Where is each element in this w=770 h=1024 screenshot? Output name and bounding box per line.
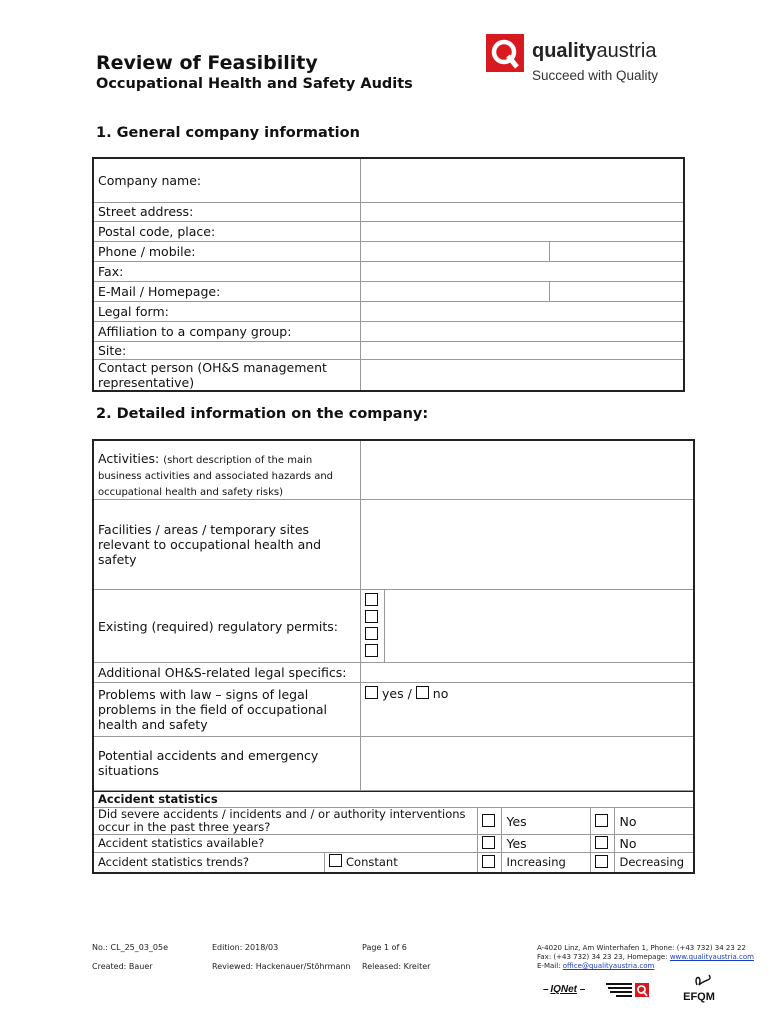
- phone-label: Phone / mobile:: [93, 241, 361, 261]
- page-title: Review of Feasibility: [96, 52, 318, 74]
- q1-no-checkbox-cell: [591, 808, 615, 835]
- footer-contact: [537, 944, 754, 971]
- increasing-checkbox-cell: [478, 853, 502, 873]
- problems-yes-checkbox[interactable]: [365, 686, 378, 699]
- q2-no-checkbox[interactable]: [595, 836, 608, 849]
- increasing-label: Increasing: [502, 853, 591, 873]
- section2-heading: 2. Detailed information on the company:: [96, 406, 429, 422]
- accidents-field[interactable]: [361, 737, 695, 791]
- activities-note: (short description of the main business activities and associated hazards and occupational health and safety risks): [98, 455, 334, 498]
- q1-no-checkbox[interactable]: [595, 814, 608, 827]
- facilities-label: Facilities / areas / temporary sites relevant to occupational health and safety: [93, 500, 361, 590]
- european-quality-logo: [602, 980, 652, 1000]
- page-subtitle: Occupational Health and Safety Audits: [96, 76, 413, 92]
- email-label: E-Mail / Homepage:: [93, 281, 361, 301]
- footer-fax-line: [537, 953, 754, 962]
- q1-yes-label: Yes: [502, 808, 591, 835]
- legal-specifics-field[interactable]: [361, 663, 695, 683]
- problems-label: Problems with law – signs of legal problems in the field of occupational health and safety: [93, 683, 361, 737]
- email-field[interactable]: [361, 281, 550, 301]
- constant-option: [325, 853, 478, 873]
- contact-person-label: Contact person (OH&S management representative): [93, 359, 361, 391]
- activities-label: Activities:: [98, 451, 160, 466]
- q2-no-checkbox-cell: [591, 835, 615, 853]
- accident-statistics-heading: Accident statistics: [93, 791, 694, 808]
- problems-no-checkbox[interactable]: [416, 686, 429, 699]
- postal-code-label: Postal code, place:: [93, 221, 361, 241]
- created-by: Created: Bauer: [92, 962, 153, 971]
- permits-field[interactable]: [385, 590, 695, 663]
- reviewed-by: Reviewed: Hackenauer/Stöhrmann: [212, 962, 351, 971]
- stats-available-question: Accident statistics available?: [93, 835, 478, 853]
- postal-code-field[interactable]: [361, 221, 685, 241]
- site-label: Site:: [93, 341, 361, 359]
- permit-checkbox-2[interactable]: [365, 610, 378, 623]
- efqm-icon: [679, 973, 719, 987]
- affiliation-label: Affiliation to a company group:: [93, 321, 361, 341]
- section1-heading: 1. General company information: [96, 125, 360, 141]
- company-info-table: [92, 157, 685, 392]
- logo-brand: qualityaustria: [532, 40, 657, 62]
- footer-email-label: E-Mail:: [537, 962, 561, 970]
- fax-label: Fax:: [93, 261, 361, 281]
- constant-checkbox[interactable]: [329, 854, 342, 867]
- iqnet-text: IQNet: [550, 984, 578, 995]
- contact-person-field[interactable]: [361, 359, 685, 391]
- doc-number: No.: CL_25_03_05e: [92, 943, 169, 952]
- activities-field[interactable]: [361, 440, 695, 500]
- decreasing-label: Decreasing: [615, 853, 694, 873]
- efqm-logo: [679, 972, 719, 1003]
- email-link[interactable]: office@qualityaustria.com: [562, 962, 655, 970]
- permit-checkbox-4[interactable]: [365, 644, 378, 657]
- released-by: Released: Kreiter: [362, 962, 431, 971]
- street-address-field[interactable]: [361, 202, 685, 221]
- facilities-field[interactable]: [361, 500, 695, 590]
- stats-trends-question: Accident statistics trends?: [93, 853, 325, 873]
- q1-no-label: No: [615, 808, 694, 835]
- efqm-text: EFQM: [683, 991, 715, 1003]
- company-name-field[interactable]: [361, 158, 685, 202]
- q2-yes-checkbox-cell: [478, 835, 502, 853]
- qualityaustria-logo: [486, 34, 706, 92]
- homepage-link[interactable]: www.qualityaustria.com: [669, 953, 754, 961]
- permit-checkbox-3[interactable]: [365, 627, 378, 640]
- street-address-label: Street address:: [93, 202, 361, 221]
- permit-checkbox-1[interactable]: [365, 593, 378, 606]
- permits-label: Existing (required) regulatory permits:: [93, 590, 361, 663]
- accident-statistics-table: [92, 790, 695, 874]
- legal-specifics-label: Additional OH&S-related legal specifics:: [93, 663, 361, 683]
- q2-yes-checkbox[interactable]: [482, 836, 495, 849]
- permits-checkboxes: [361, 590, 385, 663]
- decreasing-checkbox[interactable]: [595, 855, 608, 868]
- problems-options: [361, 683, 695, 737]
- affiliation-field[interactable]: [361, 321, 685, 341]
- q-logo-icon: [486, 34, 524, 72]
- accidents-label: Potential accidents and emergency situations: [93, 737, 361, 791]
- decreasing-checkbox-cell: [591, 853, 615, 873]
- logo-tagline: Succeed with Quality: [532, 68, 659, 83]
- page-number: Page 1 of 6: [362, 943, 407, 952]
- footer-email-line: [537, 962, 754, 971]
- q2-yes-label: Yes: [502, 835, 591, 853]
- edition: Edition: 2018/03: [212, 943, 279, 952]
- constant-label: Constant: [346, 855, 398, 870]
- fax-field[interactable]: [361, 261, 685, 281]
- footer-fax: Fax: (+43 732) 34 23 23, Homepage:: [537, 953, 668, 961]
- phone-field[interactable]: [361, 241, 550, 261]
- mobile-field[interactable]: [550, 241, 685, 261]
- legal-form-label: Legal form:: [93, 301, 361, 321]
- severe-accidents-question: Did severe accidents / incidents and / or authority interventions occur in the past three years?: [93, 808, 478, 835]
- increasing-checkbox[interactable]: [482, 855, 495, 868]
- legal-form-field[interactable]: [361, 301, 685, 321]
- footer-address: A-4020 Linz, Am Winterhafen 1, Phone: (+43 732) 34 23 22: [537, 944, 746, 952]
- homepage-field[interactable]: [550, 281, 685, 301]
- problems-yes-label: yes /: [382, 686, 412, 701]
- company-name-label: Company name:: [93, 158, 361, 202]
- q1-yes-checkbox[interactable]: [482, 814, 495, 827]
- iqnet-logo: – IQNet –: [543, 984, 586, 995]
- detailed-info-table: [92, 439, 695, 792]
- problems-no-label: no: [432, 686, 449, 701]
- site-field[interactable]: [361, 341, 685, 359]
- activities-cell: [93, 440, 361, 500]
- q1-yes-checkbox-cell: [478, 808, 502, 835]
- q2-no-label: No: [615, 835, 694, 853]
